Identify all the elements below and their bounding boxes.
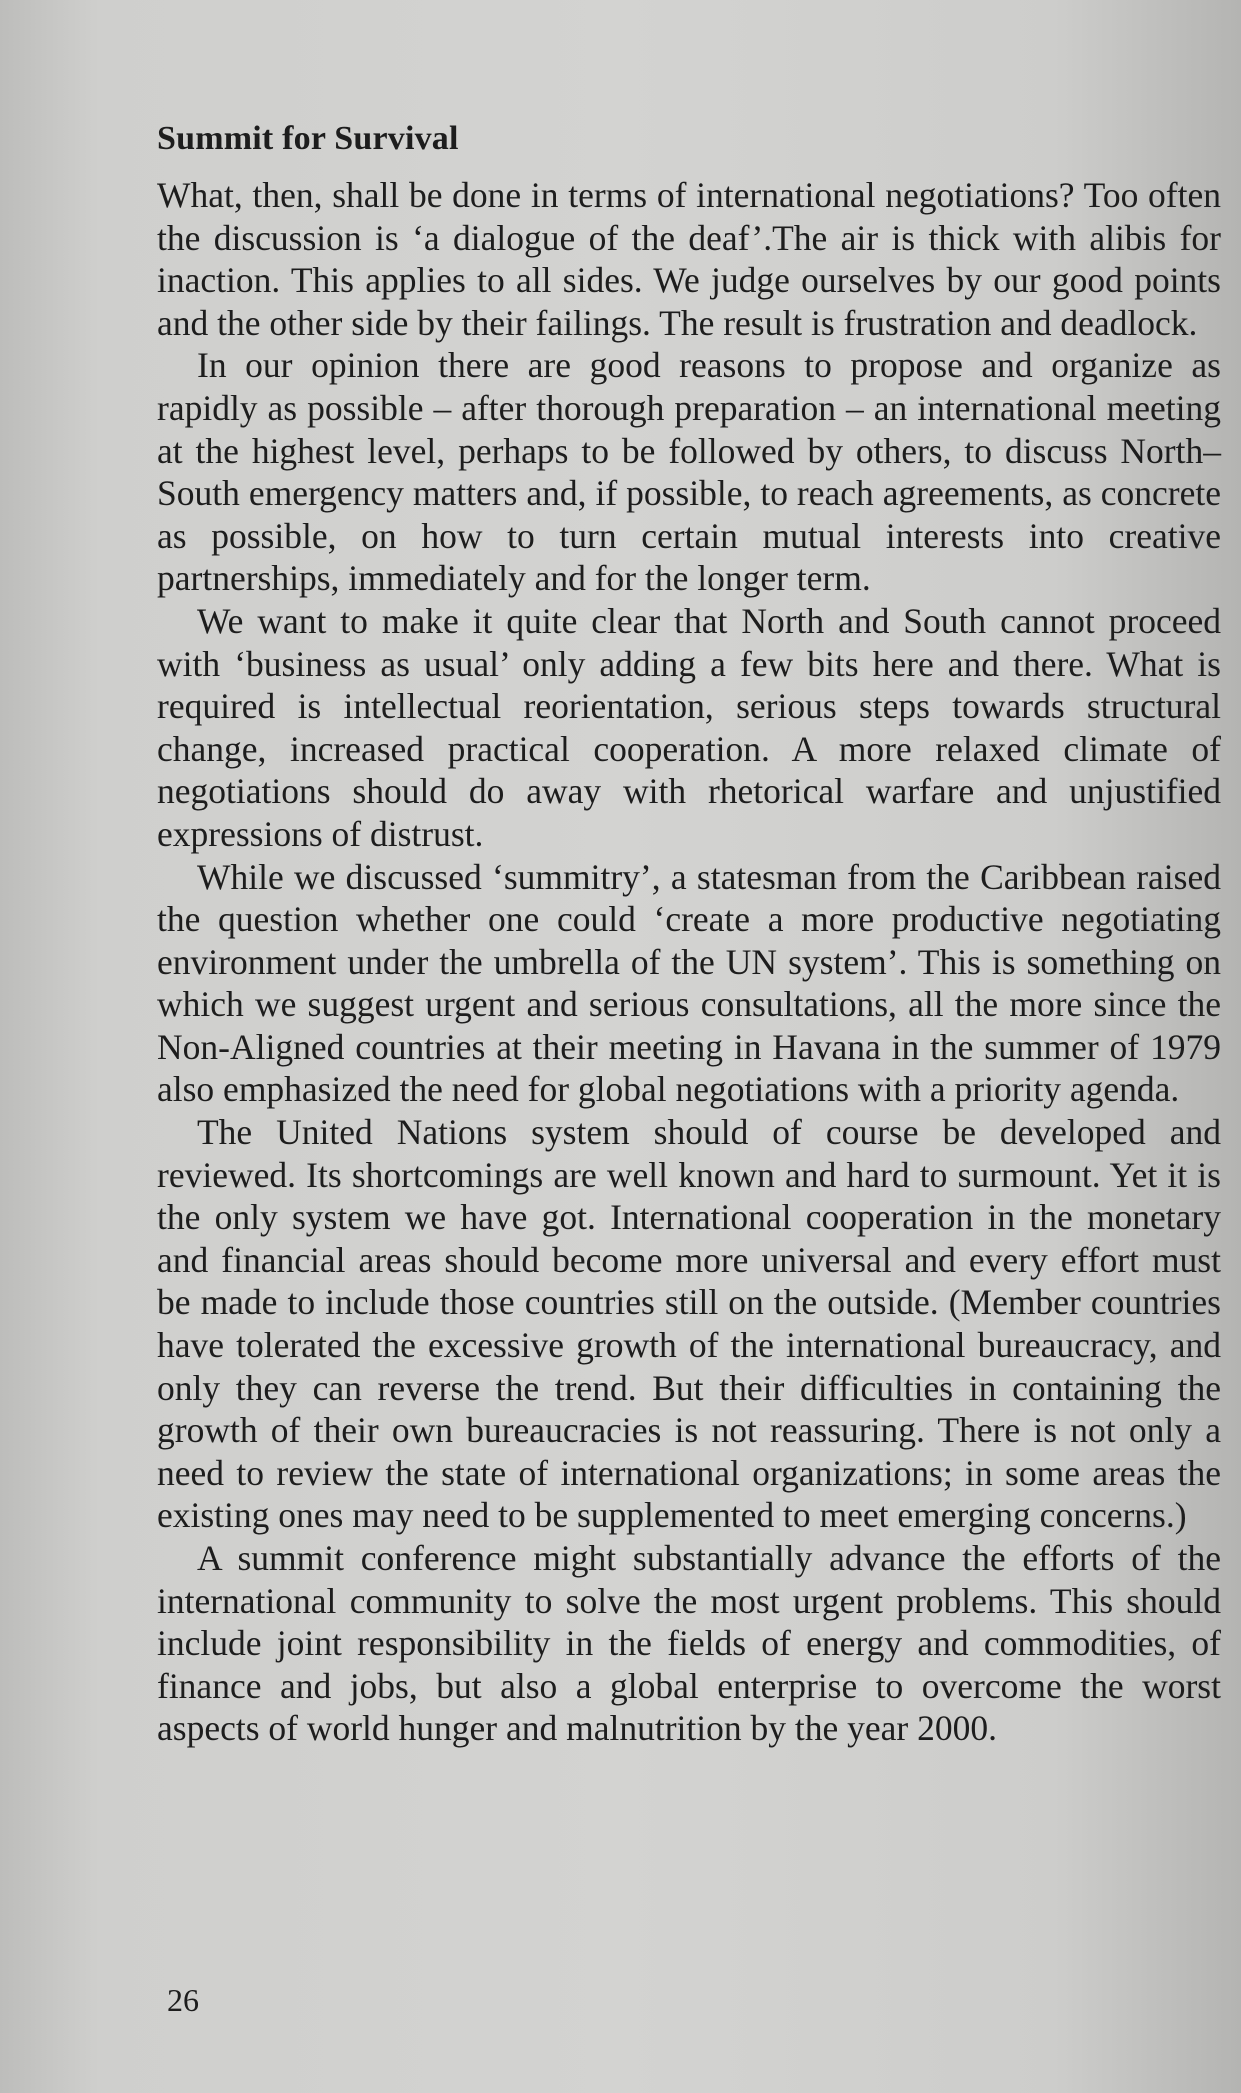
- paragraph-1: What, then, shall be done in terms of international negotiations? Too often the discussion is ‘a dialogue of the deaf’.The air is thick with alibis for inaction. This applies to all sides. We judge ourselves by our good points and the other side by their failings. The result is frustration and deadlock.: [157, 175, 1221, 343]
- page-number: 26: [167, 1982, 199, 2018]
- paragraph-2: In our opinion there are good reasons to propose and organize as rapidly as possible – after thorough preparation – an international meeting at the highest level, perhaps to be followed by others, to discuss North–South emergency matters and, if possible, to reach agreements, as concrete as possible, on how to turn certain mutual interests into creative partnerships, immediately and for the longer term.: [157, 345, 1221, 599]
- paragraph-4: While we discussed ‘summitry’, a statesman from the Caribbean raised the question whether one could ‘create a more productive negotiating environment under the umbrella of the UN system’. This is something on which we suggest urgent and serious consultations, all the more since the Non-Aligned countries at their meeting in Havana in the summer of 1979 also emphasized the need for global negotiations with a priority agenda.: [157, 856, 1221, 1110]
- text-block: [157, 112, 1221, 1750]
- section-heading: Summit for Survival: [157, 120, 459, 157]
- paragraph-3: We want to make it quite clear that North and South cannot proceed with ‘business as usual’ only adding a few bits here and there. What is required is intellectual reorientation, serious steps towards structural change, increased practical cooperation. A more relaxed climate of negotiations should do away with rhetorical warfare and unjustified expressions of distrust.: [157, 600, 1221, 854]
- paragraph-5: The United Nations system should of course be developed and reviewed. Its shortcomings are well known and hard to surmount. Yet it is the only system we have got. International cooperation in the monetary and financial areas should become more universal and every effort must be made to include those countries still on the outside. (Member countries have tolerated the excessive growth of the international bureaucracy, and only they can reverse the trend. But their difficulties in containing the growth of their own bureaucracies is not reassuring. There is not only a need to review the state of international organizations; in some areas the existing ones may need to be supplemented to meet emerging concerns.): [157, 1112, 1221, 1536]
- paragraph-6: A summit conference might substantially advance the efforts of the international community to solve the most urgent problems. This should include joint responsibility in the fields of energy and commodities, of finance and jobs, but also a global enterprise to overcome the worst aspects of world hunger and malnutrition by the year 2000.: [157, 1538, 1221, 1749]
